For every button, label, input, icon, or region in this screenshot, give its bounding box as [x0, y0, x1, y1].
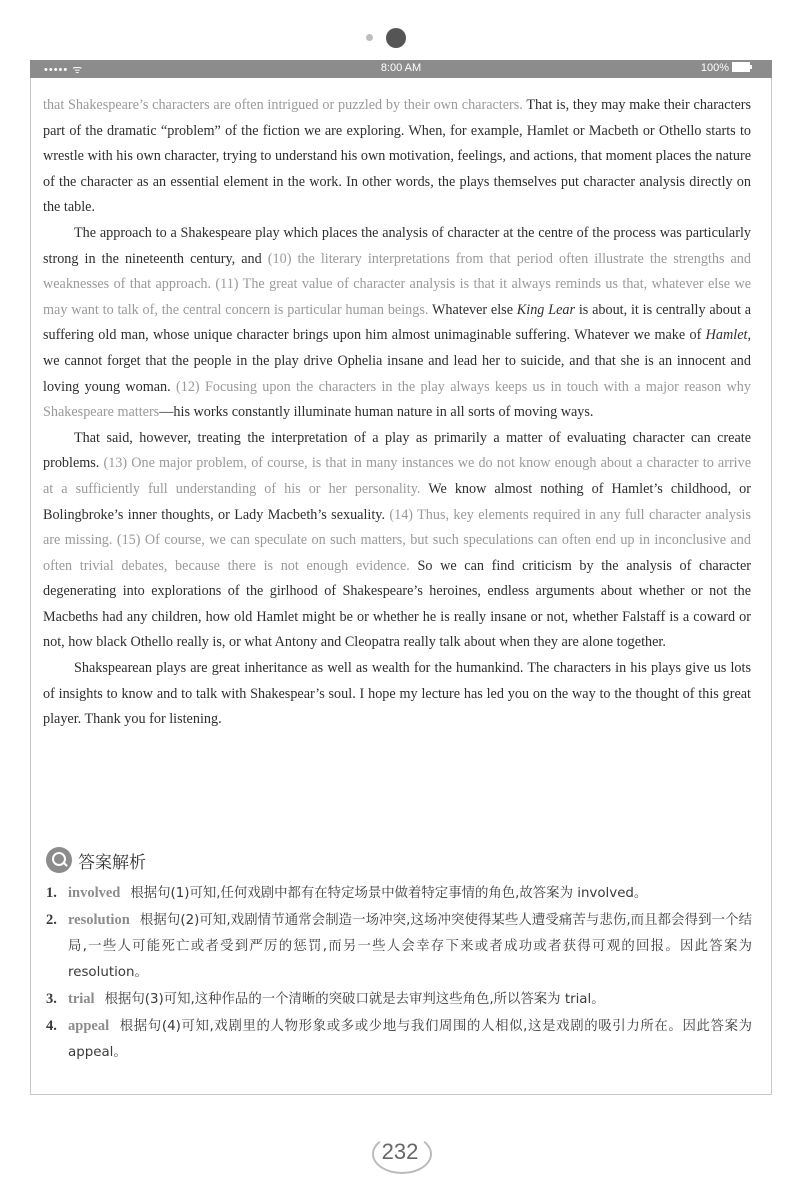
text-run: (14) Thus, key elements required in any full character analysis are missing. (15) Of course, we can speculate on such matters, but such speculations can often end up in inconclusive and often trivial debates, because there is not enough evidence. — [43, 506, 751, 574]
answer-number: 1. — [46, 885, 57, 901]
answer-keyword: trial — [68, 991, 95, 1007]
page-number: 232 — [381, 1139, 419, 1164]
answer-explanation: 根据句(3)可知,这种作品的一个清晰的突破口就是去审判这些角色,所以答案为 trial。 — [104, 992, 605, 1007]
article-body — [43, 93, 751, 733]
proximity-sensor — [366, 34, 373, 41]
answer-keyword: resolution — [68, 912, 130, 928]
status-time: 8:00 AM — [380, 62, 422, 74]
text-run: —his works constantly illuminate human nature in all sorts of moving ways. — [159, 404, 594, 421]
text-run: is about, it is centrally about a suffering old man, whose unique character brings upon him almost unimaginable suffering. Whatever we make of — [43, 301, 752, 344]
answer-item — [46, 880, 752, 907]
magnifier-icon — [46, 847, 72, 873]
text-run: (13) One major problem, of course, is that in many instances we do not know enough about a character to arrive at a sufficiently full understanding of his or her personality. — [43, 455, 751, 497]
signal-indicator: ••••• ᯤ — [44, 64, 84, 76]
answer-item — [46, 907, 752, 986]
text-run: (10) the literary interpretations from that period often illustrate the strengths and weaknesses of that approach. (11) The great value of character analysis is that it always reminds us that, whatever else we may want to talk of, the central concern is particular human beings. — [43, 250, 751, 318]
answer-keyword: appeal — [68, 1018, 110, 1034]
front-camera — [386, 28, 406, 48]
answer-item — [46, 986, 752, 1013]
answer-keyword: involved — [68, 885, 121, 901]
text-run: That is, they may make their characters part of the dramatic “problem” of the fiction we are exploring. When, for example, Hamlet or Macbeth or Othello starts to wrestle with his own character, trying to understand his own motivation, feelings, and actions, that moment places the nature of the character as an essential element in the work. In other words, the plays themselves put character analysis directly on the table. — [43, 97, 752, 216]
battery-icon — [732, 62, 750, 72]
battery-indicator — [701, 62, 750, 74]
battery-percent: 100% — [700, 62, 729, 74]
answer-explanation: 根据句(1)可知,任何戏剧中都有在特定场景中做着特定事情的角色,故答案为 involved。 — [130, 886, 648, 901]
paragraph-4 — [43, 656, 751, 733]
text-run: that Shakespeare’s characters are often intrigued or puzzled by their own characters. — [43, 97, 527, 113]
paragraph-1 — [43, 93, 751, 221]
text-run: Shakspearean plays are great inheritance as well as wealth for the humankind. The characters in his plays give us lots of insights to know and to talk with Shakespear’s soul. I hope my lecture has led you on the way to the thought of this great player. Thank you for listening. — [43, 660, 751, 728]
answer-section-title: 答案解析 — [78, 853, 146, 873]
answer-number: 4. — [46, 1018, 57, 1034]
answer-number: 3. — [46, 991, 57, 1007]
text-run: , we cannot forget that the people in the play drive Ophelia insane and lead her to suicide, and that she is an innocent and loving young woman. — [43, 327, 751, 395]
answer-explanation: 根据句(2)可知,戏剧情节通常会制造一场冲突,这场冲突使得某些人遭受痛苦与悲伤,而且都会得到一个结局,一些人可能死亡或者受到严厉的惩罚,而另一些人会幸存下来或者成功或者获得可观的回报。因此答案为 resolution。 — [68, 913, 752, 980]
status-bar — [30, 60, 772, 78]
answer-number: 2. — [46, 912, 57, 928]
paragraph-2 — [43, 221, 751, 426]
text-run: We know almost nothing of Hamlet’s childhood, or Bolingbroke’s inner thoughts, or Lady Macbeth’s sexuality. — [43, 480, 751, 523]
answer-explanation: 根据句(4)可知,戏剧里的人物形象或多或少地与我们周围的人相似,这是戏剧的吸引力所在。因此答案为 appeal。 — [68, 1019, 752, 1060]
text-run: So we can find criticism by the analysis of character degenerating into explorations of the girlhood of Shakespeare’s heroines, endless arguments about whether or not the Macbeths had any children, how old Hamlet might be or whether he is really insane or not, whether Falstaff is a coward or not, how black Othello really is, or what Antony and Cleopatra really talk about when they are alone together. — [43, 557, 751, 651]
play-title: Hamlet — [705, 327, 748, 344]
text-run: (12) Focusing upon the characters in the play always keeps us in touch with a major reason why Shakespeare matters — [43, 378, 751, 421]
answer-list — [46, 880, 752, 1066]
play-title: King Lear — [516, 301, 576, 318]
paragraph-3 — [43, 426, 751, 656]
text-run: The approach to a Shakespeare play which places the analysis of character at the centre of the process was particularly strong in the nineteenth century, and — [43, 224, 751, 267]
answer-item — [46, 1013, 752, 1066]
text-run: That said, however, treating the interpretation of a play as primarily a matter of evaluating character can create problems. — [43, 429, 751, 472]
text-run: Whatever else — [431, 301, 517, 318]
